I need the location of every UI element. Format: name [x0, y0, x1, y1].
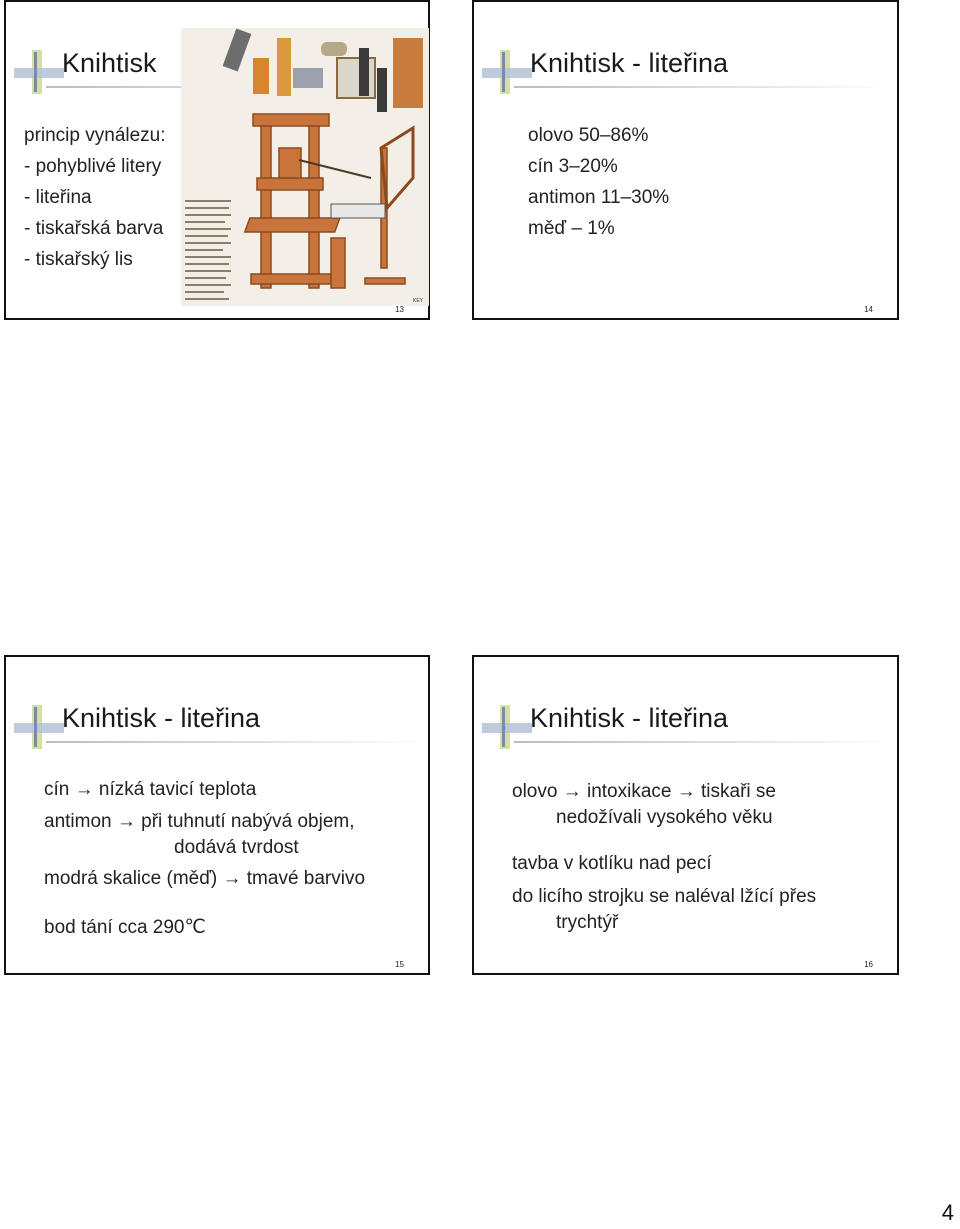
text-line: olovo 50–86% [528, 125, 649, 146]
text-line: cín 3–20% [528, 156, 618, 177]
text-line: trychtýř [556, 912, 619, 933]
text-line: - liteřina [24, 187, 92, 208]
text-line: antimon 11–30% [528, 187, 670, 208]
slide-number: 13 [395, 305, 404, 314]
text-line: princip vynálezu: [24, 125, 166, 146]
slide-number: 15 [395, 960, 404, 969]
slide-title: Knihtisk - liteřina [530, 48, 729, 78]
text-line: měď – 1% [528, 218, 615, 239]
text-line: - pohyblivé litery [24, 156, 162, 177]
slide-title: Knihtisk - liteřina [530, 703, 729, 733]
text-line: - tiskařský lis [24, 249, 133, 270]
slide-number: 16 [864, 960, 873, 969]
slide-body [528, 120, 669, 244]
text-line: tavba v kotlíku nad pecí [512, 853, 712, 874]
title-underline [514, 86, 894, 88]
slide-13 [4, 0, 430, 320]
slide-body [24, 120, 166, 275]
text-line: do licího strojku se naléval lžící přes [512, 886, 817, 907]
slide-number: 14 [864, 305, 873, 314]
slide-title: Knihtisk [62, 48, 157, 78]
text-line: antimon → při tuhnutí nabývá objem, [44, 811, 355, 832]
svg-text:KEY: KEY [413, 298, 424, 304]
page-number: 4 [941, 1200, 954, 1225]
text-line: dodává tvrdost [174, 837, 299, 858]
slide-16 [472, 655, 899, 975]
text-line: modrá skalice (měď) → tmavé barvivo [44, 868, 366, 889]
text-line: olovo → intoxikace → tiskaři se [512, 781, 776, 802]
text-line: cín → nízká tavicí teplota [44, 779, 257, 800]
slide-14 [472, 0, 899, 320]
title-underline [46, 741, 426, 743]
printing-press-illustration [181, 28, 429, 306]
slide-title: Knihtisk - liteřina [62, 703, 261, 733]
slide-15 [4, 655, 430, 975]
title-underline [514, 741, 894, 743]
text-line: bod tání cca 290℃ [44, 917, 206, 938]
text-line: nedožívali vysokého věku [556, 807, 773, 828]
text-line: - tiskařská barva [24, 218, 164, 239]
